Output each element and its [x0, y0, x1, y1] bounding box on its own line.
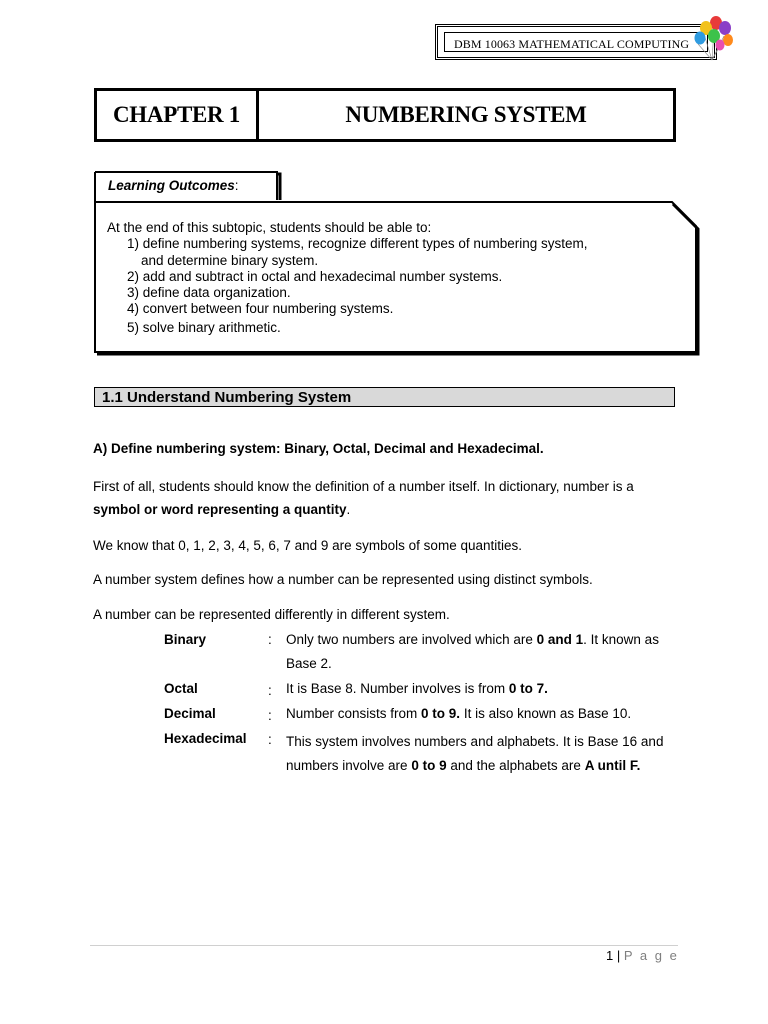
- term-binary: Binary: [164, 632, 207, 647]
- learning-outcomes-title: Learning Outcomes:: [108, 178, 239, 193]
- page-number: 1: [606, 948, 614, 963]
- term-colon: :: [268, 683, 272, 698]
- section-title: 1.1 Understand Numbering System: [102, 389, 352, 406]
- term-colon: :: [268, 732, 272, 747]
- balloons-icon: [692, 14, 736, 62]
- list-item: 1) define numbering systems, recognize different types of numbering system,: [127, 236, 588, 252]
- list-item: 5) solve binary arithmetic.: [127, 319, 281, 335]
- learning-outcomes-intro: At the end of this subtopic, students should be able to:: [107, 220, 432, 235]
- definition-decimal: Number consists from 0 to 9. It is also known as Base 10.: [286, 706, 632, 721]
- footer-divider: [90, 945, 678, 946]
- term-hexadecimal: Hexadecimal: [164, 731, 247, 746]
- paragraph-representation: A number can be represented differently in different system.: [93, 607, 450, 622]
- list-item: 2) add and subtract in octal and hexadecimal number systems.: [127, 268, 503, 284]
- paragraph-symbols: We know that 0, 1, 2, 3, 4, 5, 6, 7 and 9 are symbols of some quantities.: [93, 538, 522, 553]
- list-item: 4) convert between four numbering systems.: [127, 301, 394, 317]
- chapter-number: CHAPTER 1: [112, 102, 240, 127]
- term-colon: :: [268, 708, 272, 723]
- list-item: and determine binary system.: [141, 252, 319, 268]
- page-footer: 1 | P a g e: [606, 948, 679, 963]
- chapter-heading-box: [94, 88, 676, 142]
- paragraph-definition: First of all, students should know the definition of a number itself. In dictionary, number is a symbol or word representing a quantity.: [93, 479, 634, 517]
- chapter-title: NUMBERING SYSTEM: [345, 102, 587, 127]
- learning-outcomes-list: [107, 220, 587, 336]
- paragraph-number-system: A number system defines how a number can be represented using distinct symbols.: [93, 572, 593, 587]
- term-decimal: Decimal: [164, 706, 216, 721]
- definition-hexadecimal: This system involves numbers and alphabets. It is Base 16 and numbers involve are 0 to 9 and the alphabets are A until F.: [286, 734, 664, 773]
- section-heading-bar: [94, 387, 675, 407]
- subheading: A) Define numbering system: Binary, Octal, Decimal and Hexadecimal.: [93, 441, 544, 456]
- list-item: 3) define data organization.: [127, 285, 291, 301]
- definition-binary: Only two numbers are involved which are 0 and 1. It known as Base 2.: [286, 632, 659, 671]
- definition-octal: It is Base 8. Number involves is from 0 to 7.: [286, 681, 548, 696]
- page-label: P a g e: [623, 948, 679, 963]
- bold-phrase: symbol or word representing a quantity: [93, 502, 347, 517]
- term-octal: Octal: [164, 681, 198, 696]
- course-code: DBM 10063 MATHEMATICAL COMPUTING: [454, 37, 690, 51]
- term-colon: :: [268, 632, 272, 647]
